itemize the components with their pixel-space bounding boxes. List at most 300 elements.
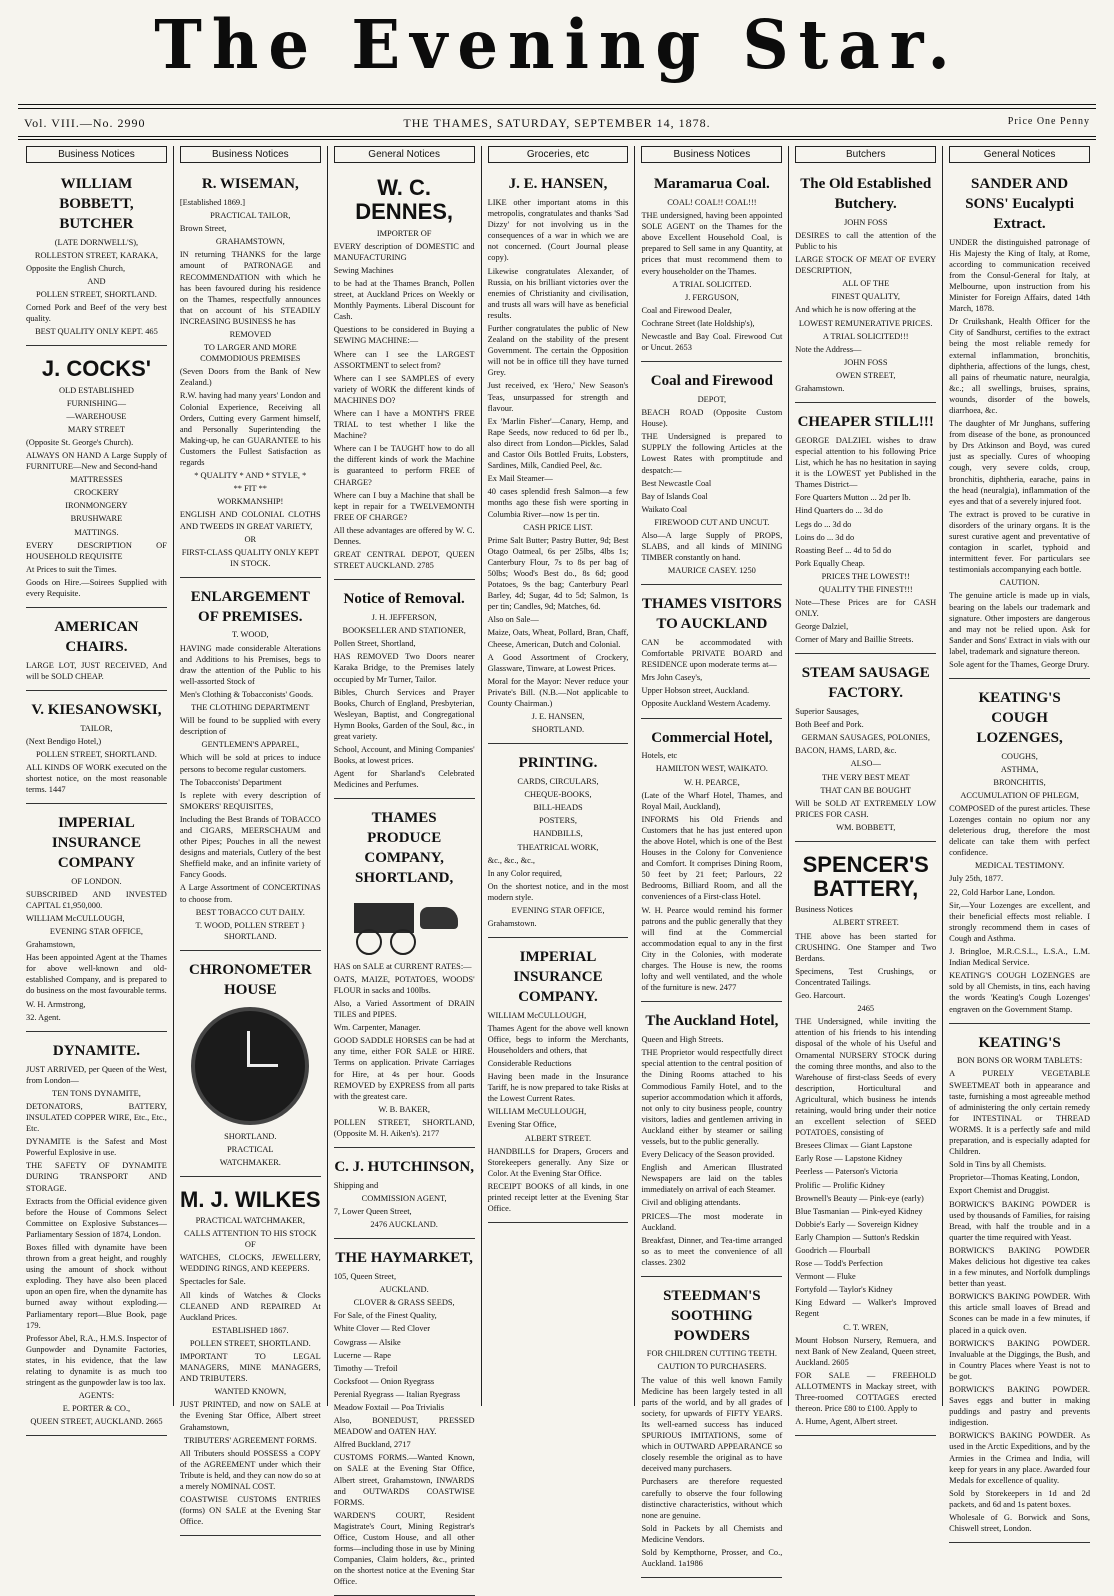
advertisement <box>180 1181 321 1537</box>
advertisement-line: On the shortest notice, and in the most modern style. <box>487 881 629 902</box>
advertisement-line: FIRST-CLASS QUALITY ONLY KEPT IN STOCK. <box>181 547 319 568</box>
advertisement-line: REMOVED <box>229 330 271 340</box>
advertisement-line: Brown Street, <box>179 224 227 234</box>
advertisement-line: Boxes filled with dynamite have been thrown from a great height, and roughly using the amount of shock without exploding. They have also been placed upon an open fire, when the dynamite has burned away without exploding.—Parliamentary report—Blue Book, page 179. <box>26 1242 167 1330</box>
advertisement-line: GEORGE DALZIEL wishes to draw especial attention to his following Price List, which he has no hesitation in saying it is the LOWEST yet Published in the Thames District— <box>795 435 937 490</box>
advertisement-line: Timothy — Trefoil <box>333 1363 398 1373</box>
advertisement-line: CASH PRICE LIST. <box>523 522 593 532</box>
advertisement-line: EVERY DESCRIPTION OF HOUSEHOLD REQUISITE <box>26 540 167 561</box>
advertisement-line: IMPORTER OF <box>376 228 432 238</box>
advertisement-line: COASTWISE CUSTOMS ENTRIES (forms) ON SALE at the Evening Star Office. <box>179 1495 321 1527</box>
advertisement-line: Ex 'Marlin Fisher'—Canary, Hemp, and Rape Seeds, now reduced to 6d per lb., also direct from London—Pickles, Salad and Castor Oils Bottled Fruits, Lobsters, Sardines, Milk, Candied Peel, &c. <box>487 416 629 471</box>
advertisement-line: Men's Clothing & Tobacconists' Goods. <box>179 689 314 699</box>
advertisement-line: UNDER the distinguished patronage of His Majesty the King of Italy, at Rome, according to communication received from the Consul-General for Italy, at Melbourne, upon instruction from his Minister for Foreign Affairs, dated 14th March, 1878. <box>949 237 1091 314</box>
advertisement-line: A Large Assortment of CONCERTINAS to choose from. <box>179 883 321 904</box>
advertisement-line: GREAT CENTRAL DEPOT, QUEEN STREET AUCKLAND. 2785 <box>333 550 475 571</box>
advertisement <box>488 169 629 744</box>
advertisement-line: Opposite the English Church, <box>26 263 126 273</box>
advertisement-line: BACON, HAMS, LARD, &c. <box>795 746 897 756</box>
advertisement-line: OATS, MAIZE, POTATOES, WOODS' FLOUR in sacks and 100lbs. <box>333 974 475 995</box>
advertisement-line: Legs do ... 3d do <box>795 519 852 529</box>
advertisement-line: The extract is proved to be curative in disorders of the urinary organs. It is the surest curative agent and preventative of contagion in scarlet, typhoid and intermittent fever. For particulars see testimonials accompanying each bottle. <box>949 509 1091 575</box>
advertisement-line: DEPOT, <box>697 395 727 404</box>
advertisement-line: Blue Tasmanian — Pink-eyed Kidney <box>795 1206 923 1216</box>
advertisement-line: CLOVER & GRASS SEEDS, <box>353 1298 455 1308</box>
advertisement-line: Cocksfoot — Onion Ryegrass <box>333 1376 435 1386</box>
advertisement-line: Considerable Reductions <box>487 1058 572 1068</box>
advertisement-line: 2465 <box>857 1004 875 1014</box>
advertisement-line: W. H. PEARCE, <box>683 777 740 787</box>
advertisement-line: CAN be accommodated with Comfortable PRIVATE BOARD and RESIDENCE upon moderate terms at— <box>641 638 783 670</box>
advertisement <box>334 169 475 580</box>
advertisement <box>180 955 321 1177</box>
advertisement-line: POLLEN STREET, SHORTLAND. <box>189 1338 311 1348</box>
advertisement-line: Will be SOLD AT EXTREMELY LOW PRICES FOR CASH. <box>795 798 937 819</box>
advertisement-line: Where can I have a MONTH'S FREE TRIAL to test whether I like the Machine? <box>333 408 475 441</box>
advertisement-line: At Prices to suit the Times. <box>26 564 117 574</box>
advertisement-line: ALL OF THE <box>842 279 890 289</box>
advertisement-line: Purchasers are therefore requested carefully to observe the four following distinctive characteristics, without which none are genuine. <box>641 1477 783 1520</box>
advertisement-line: A Good Assortment of Crockery, Glassware, Tinware, at Lowest Prices. <box>487 652 629 673</box>
advertisement-line: DETONATORS, BATTERY, INSULATED COPPER WIRE, Etc., Etc., Etc. <box>26 1101 167 1134</box>
advertisement-line: THE Undersigned is prepared to SUPPLY the following Articles at the Lowest Rates with promptitude and despatch:— <box>641 432 783 475</box>
advertisement-line: Early Rose — Lapstone Kidney <box>795 1154 903 1164</box>
advertisement-line: AGENTS: <box>78 1391 115 1401</box>
advertisement-line: THE SAFETY OF DYNAMITE DURING TRANSPORT AND STORAGE. <box>26 1161 167 1193</box>
advertisement <box>334 1243 475 1596</box>
advertisement-line: Grahamstown. <box>487 919 537 929</box>
advertisement-title: Maramarua Coal. <box>653 176 770 193</box>
advertisement-line: CAUTION TO PURCHASERS. <box>657 1362 767 1372</box>
advertisement-line: ESTABLISHED 1867. <box>212 1325 289 1335</box>
advertisement-line: LARGE STOCK OF MEAT OF EVERY DESCRIPTION, <box>795 255 937 276</box>
advertisement-line: Breakfast, Dinner, and Tea-time arranged so as to meet the convenience of all classes. 2302 <box>641 1235 783 1267</box>
advertisement <box>641 723 782 1003</box>
advertisement-line: 22, Cold Harbor Lane, London. <box>949 887 1055 897</box>
issue-info-bar <box>24 116 1090 132</box>
advertisement-line: Loins do ... 3d do <box>795 532 855 542</box>
advertisement-line: THE Undersigned, while inviting the attention of his friends to his intending disposal of the whole of his Useful and Ornamental NURSERY STOCK during the coming three months, and also to the Warehouse of first-class Seeds of every description, Horticultural and Agricultural, which business he intends retaining, would bring under their notice an excellent selection of SEED POTATOES, consisting of <box>795 1017 937 1138</box>
advertisement-line: Also on Sale— <box>487 615 539 625</box>
advertisement-line: OLD ESTABLISHED <box>58 385 134 395</box>
advertisement-title: STEEDMAN'S SOOTHING POWDERS <box>663 1288 761 1344</box>
advertisement-line: AUCKLAND. <box>379 1285 429 1295</box>
advertisement-line: BEACH ROAD (Opposite Custom House). <box>641 408 783 429</box>
column <box>327 146 481 1587</box>
advertisement <box>641 169 782 362</box>
advertisement <box>26 169 167 346</box>
advertisement-line: Note the Address— <box>795 344 862 354</box>
advertisement-line: AND <box>87 276 106 286</box>
advertisement-line: FOR CHILDREN CUTTING TEETH. <box>646 1349 777 1359</box>
advertisement-line: ROLLESTON STREET, KARAKA, <box>34 250 158 260</box>
advertisement-line: HANDBILLS, <box>533 829 583 839</box>
advertisement-line: Where can I buy a Machine that shall be kept in repair for a TWELVEMONTH FREE OF CHARGE? <box>333 490 475 522</box>
advertisement-title: SPENCER'S BATTERY, <box>802 852 929 902</box>
advertisement-line: BRUSHWARE <box>70 514 123 524</box>
advertisement-title: J. COCKS' <box>41 356 151 382</box>
advertisement-line: J. H. JEFFERSON, <box>371 613 437 623</box>
advertisement-line: BORWICK'S BAKING POWDER. As used in the Arctic Expeditions, and by the Armies in the Crimea and India, will keep for years in any place. Awarded four Medals for excellence of quality. <box>949 1431 1091 1485</box>
advertisement-line: LOWEST REMUNERATIVE PRICES. <box>798 318 933 328</box>
advertisement-line: WATCHES, CLOCKS, JEWELLERY, WEDDING RINGS, AND KEEPERS. <box>179 1253 321 1274</box>
advertisement-line: Civil and obliging attendants. <box>641 1198 741 1208</box>
advertisement-line: Wholesale of G. Borwick and Sons, Chiswell street, London. <box>949 1513 1091 1534</box>
advertisement-line: W. B. BAKER, <box>378 1104 430 1114</box>
advertisement-line: WORKMANSHIP! <box>217 497 284 507</box>
advertisement-line: EVERY description of DOMESTIC and MANUFACTURING <box>333 241 475 262</box>
advertisement-line: Pollen Street, Shortland, <box>333 639 416 649</box>
advertisement-line: WILLIAM McCULLOUGH, <box>26 913 125 923</box>
advertisement-line: OF LONDON. <box>71 876 122 886</box>
advertisement-line: T. WOOD, POLLEN STREET } SHORTLAND. <box>195 920 306 941</box>
advertisement-line: 105, Queen Street, <box>333 1272 397 1282</box>
advertisement-line: ENGLISH AND COLONIAL CLOTHS AND TWEEDS IN GREAT VARIETY, <box>179 510 321 531</box>
info-bottom-rule-thin <box>18 139 1096 140</box>
advertisement-line: English and American Illustrated Newspapers are laid on the tables immediately on arrival of each Steamer. <box>641 1163 783 1195</box>
advertisement-line: Including the Best Brands of TOBACCO and CIGARS, MEERSCHAUM and other Pipes; Pouches in all the newest designs and materials, Cutlery of the best Sheffield make, and an infinite variety of Fancy Goods. <box>179 814 321 880</box>
clock-illustration <box>191 1007 309 1125</box>
advertisement-line: BON BONS OR WORM TABLETS: <box>957 1056 1083 1066</box>
advertisement-line: Moral for the Mayor: Never reduce your Private's Bill. (N.B.—Not applicable to County Chairman.) <box>487 676 629 709</box>
advertisement-title: AMERICAN CHAIRS. <box>54 619 139 655</box>
advertisement-line: W. H. Pearce would remind his former patrons and the public generally that they will find at the Commercial accommodation equal to any in the first City in the Colonies, with moderate charges. The House is new, the rooms lofty and well ventilated, and the whole of the furniture is new. 2477 <box>641 905 783 993</box>
advertisement-line: Mrs John Casey's, <box>641 673 703 683</box>
advertisement-line: FINEST QUALITY, <box>831 292 900 302</box>
advertisement-line: * QUALITY * AND * STYLE, * <box>194 471 307 481</box>
advertisement-line: ALBERT STREET. <box>832 918 899 928</box>
advertisement-line: King Edward — Walker's Improved Regent <box>795 1298 937 1319</box>
advertisement <box>26 350 167 608</box>
advertisement-line: FIREWOOD CUT AND UNCUT. <box>654 517 770 527</box>
advertisement-line: DYNAMITE is the Safest and Most Powerful Explosive in use. <box>26 1137 167 1158</box>
advertisement-line: OWEN STREET, <box>836 370 896 380</box>
advertisement-line: POLLEN STREET, SHORTLAND. <box>36 749 157 759</box>
advertisement-title: THAMES VISITORS TO AUCKLAND <box>641 596 782 633</box>
advertisement-line: For Sale, of the Finest Quality, <box>333 1311 437 1321</box>
column <box>481 146 635 1406</box>
advertisement-line: TAILOR, <box>80 723 113 733</box>
advertisement <box>949 1028 1090 1544</box>
advertisement-line: Brownell's Beauty — Pink-eye (early) <box>795 1193 924 1203</box>
advertisement-line: THE CLOTHING DEPARTMENT <box>191 703 310 713</box>
advertisement-line: Goodrich — Flourball <box>795 1246 871 1256</box>
advertisement-line: T. WOOD, <box>231 630 269 640</box>
advertisement-line: Dr Cruikshank, Health Officer for the City of Sandhurst, certifies to the extract being the most reliable remedy for external inflammation, bronchitis, diphtheria, affections of the lungs, chest, all pains of rheumatic nature, neuralgia, &c.; all swellings, bruises, sprains, wounds, disorder of the bowels, diarrhoea, &c. <box>949 317 1091 415</box>
advertisement-title: THE HAYMARKET, <box>335 1250 473 1267</box>
advertisement-line: PRICES THE LOWEST!! <box>821 571 910 581</box>
advertisement-line: Perenial Ryegrass — Italian Ryegrass <box>333 1389 461 1399</box>
column <box>788 146 942 1427</box>
advertisement <box>26 612 167 691</box>
advertisement-line: POSTERS, <box>539 816 577 826</box>
advertisement-line: HAS REMOVED Two Doors nearer Karaka Bridge, to the Premises lately occupied by Mr Turner, Tailor. <box>333 652 475 684</box>
advertisement-line: HANDBILLS for Drapers, Grocers and Storekeepers generally. Any Size or Color. At the Evening Star Office. <box>487 1146 629 1178</box>
advertisement-title: C. J. HUTCHINSON, <box>334 1159 474 1176</box>
advertisement-line: School, Account, and Mining Companies' Books, at lowest prices. <box>333 745 475 766</box>
advertisement-line: MATTINGS. <box>74 527 119 537</box>
advertisement-title: Commercial Hotel, <box>651 729 773 746</box>
advertisement-line: Corned Pork and Beef of the very best quality. <box>26 303 167 324</box>
advertisement-line: IRONMONGERY <box>65 501 128 511</box>
advertisement-title: KEATING'S <box>978 1034 1061 1051</box>
advertisement-line: Sold by Kempthorne, Prosser, and Co., Auckland. 1a1986 <box>641 1547 783 1569</box>
advertisement-line: CUSTOMS FORMS.—Wanted Known, on SALE at the Evening Star Office, Albert street, Grahamstown, INWARDS and OUTWARDS COASTWISE FORMS. <box>333 1453 475 1507</box>
advertisement-line: POLLEN STREET, SHORTLAND, (Opposite M. H. Aiken's). 2177 <box>333 1117 475 1138</box>
advertisement-line: THAT CAN BE BOUGHT <box>820 785 912 795</box>
advertisement-line: Questions to be considered in Buying a SEWING MACHINE:— <box>333 325 475 346</box>
advertisement-line: POLLEN STREET, SHORTLAND. <box>36 289 157 299</box>
advertisement-title: V. KIESANOWSKI, <box>31 701 162 718</box>
advertisement-line: Waikato Coal <box>641 504 688 514</box>
advertisement-title: WILLIAM BOBBETT, BUTCHER <box>59 176 134 232</box>
advertisement-line: A TRIAL SOLICITED!!! <box>822 331 909 341</box>
advertisement-line: All these advantages are offered by W. C. Dennes. <box>333 525 475 546</box>
advertisement-line: BORWICK'S BAKING POWDER is used by thousands of Families, for raising Bread, with half the trouble and in a quarter the time required with Yeast. <box>949 1199 1091 1242</box>
advertisement-line: BRONCHITIS, <box>993 777 1046 787</box>
advertisement-line: GERMAN SAUSAGES, POLONIES, <box>801 733 930 743</box>
advertisement <box>26 1036 167 1437</box>
advertisement-line: Sold in Packets by all Chemists and Medicine Vendors. <box>641 1523 783 1544</box>
advertisement <box>334 1152 475 1239</box>
advertisement-line: BOOKSELLER AND STATIONER, <box>342 626 466 636</box>
advertisement-line: PRACTICAL <box>227 1144 274 1154</box>
advertisement-line: Upper Hobson street, Auckland. <box>641 686 750 696</box>
advertisement-line: CROCKERY <box>73 488 119 498</box>
advertisement-line: 2476 AUCKLAND. <box>370 1220 438 1230</box>
advertisement-line: THE above has been started for CRUSHING. One Stamper and Two Berdans. <box>795 931 937 963</box>
column-heading: Business Notices <box>180 146 321 163</box>
advertisement-line: ** FIT ** <box>233 484 267 494</box>
advertisement-title: STEAM SAUSAGE FACTORY. <box>801 665 930 702</box>
advertisement-line: HAMILTON WEST, WAIKATO. <box>655 764 768 774</box>
advertisement-line: INFORMS his Old Friends and Customers that he has just entered upon the above Hotel, which is one of the Best Houses in the Colony for Convenience and Comfort. It comprises Dining Room, 50 feet by 21 feet; Parlours, 22 Bedrooms, Billiard Room, and all the conveniences of a First-class Hotel. <box>641 814 783 902</box>
advertisement-line: JOHN FOSS <box>843 357 888 367</box>
advertisement <box>26 695 167 804</box>
advertisement-line: Geo. Harcourt. <box>795 991 846 1001</box>
advertisement-line: Hotels, etc <box>641 751 678 761</box>
advertisement-line: Early Champion — Sutton's Redskin <box>795 1232 920 1242</box>
advertisement-line: Queen and High Streets. <box>641 1035 724 1045</box>
advertisement-line: EVENING STAR OFFICE, <box>511 906 605 916</box>
advertisement-line: Prime Salt Butter; Pastry Butter, 9d; Best Otago Oatmeal, 6s per 25lbs, 4lbs 1s; Canterbury Flour, 7s to 8s per bag of 50lbs; Wood's Best do., 8s 6d; good Potatoes, 9s the bag; Canterbury Pearl Barley, 4d; Sugar, 4d to 5d; Salmon, 1s per tin; Candles, 9d; Matches, 6d. <box>487 535 629 612</box>
advertisement-line: Both Beef and Pork. <box>795 720 864 730</box>
advertisement-line: Proprietor—Thomas Keating, London, <box>949 1173 1080 1183</box>
advertisement-line: SHORTLAND. <box>224 1131 277 1141</box>
advertisement <box>641 366 782 585</box>
advertisement <box>795 169 936 403</box>
advertisement-line: ALWAYS ON HAND A Large Supply of FURNITURE—New and Second-hand <box>26 450 167 472</box>
horse-cart-illustration <box>344 895 464 955</box>
advertisement-line: Has been appointed Agent at the Thames for above well-known and old-established Company, and is prepared to do business on the most favourable terms. <box>26 953 167 996</box>
advertisement-line: COMMISSION AGENT, <box>361 1193 447 1203</box>
advertisement-line: WATCHMAKER. <box>219 1157 281 1167</box>
advertisement <box>795 846 936 1436</box>
advertisement-title: CHRONOMETER HOUSE <box>189 961 312 998</box>
advertisement-line: ASTHMA, <box>1000 764 1039 774</box>
advertisement-line: DESIRES to call the attention of the Public to his <box>795 230 937 251</box>
advertisement-line: Fore Quarters Mutton ... 2d per lb. <box>795 493 911 503</box>
advertisement-line: CHEQUE-BOOKS, <box>524 790 592 800</box>
advertisement-line: Just received, ex 'Hero,' New Season's Teas, unsurpassed for strength and flavour. <box>487 381 629 413</box>
advertisement-line: ALL KINDS OF WORK executed on the shortest notice, on the most reasonable terms. 1447 <box>26 762 167 795</box>
advertisement-line: George Dalziel, <box>795 622 849 632</box>
advertisement <box>641 1281 782 1578</box>
advertisement-line: Newcastle and Bay Coal. Firewood Cut or Uncut. 2653 <box>641 332 783 353</box>
column <box>20 146 173 1427</box>
advertisement-line: The genuine article is made up in vials, bearing on the labels our trademark and signature. Other imposters are dangerous and may not be relied upon. Ask for Sander and Sons' Extract in vials with our label, trademark and signature thereon. <box>949 591 1091 656</box>
advertisement <box>795 658 936 842</box>
advertisement-line: Sir,—Your Lozenges are excellent, and their beneficial effects most reliable. I strongly recommend them in cases of Cough and Asthma. <box>949 900 1091 943</box>
advertisement-line: THE VERY BEST MEAT <box>821 772 910 782</box>
advertisement-line: GENTLEMEN'S APPAREL, <box>201 740 300 750</box>
advertisement-line: BILL-HEADS <box>533 803 583 813</box>
advertisement-line: &c., &c., &c., <box>487 855 536 865</box>
advertisement <box>488 942 629 1223</box>
advertisement-line: All Tributers should POSSESS a COPY of the AGREEMENT under which their Tribute is held, and they can now do so at a merely NOMINAL COST. <box>179 1448 321 1492</box>
advertisement-title: The Auckland Hotel, <box>645 1013 779 1030</box>
advertisement-title: KEATING'S COUGH LOZENGES, <box>976 690 1063 746</box>
advertisement-line: Maize, Oats, Wheat, Pollard, Bran, Chaff, Cheese, American, Dutch and Colonial. <box>487 628 629 649</box>
advertisement-line: BORWICK'S BAKING POWDER. Saves eggs and butter in making puddings and pastry and prevents indigestion. <box>949 1385 1091 1428</box>
advertisement <box>180 582 321 951</box>
advertisement-line: Is replete with every description of SMOKERS' REQUISITES, <box>179 790 321 811</box>
advertisement-title: SANDER AND SONS' Eucalypti Extract. <box>965 176 1074 232</box>
advertisement-line: Wm. Carpenter, Manager. <box>333 1023 421 1033</box>
advertisement-title: R. WISEMAN, <box>201 176 299 193</box>
advertisement-line: MATTRESSES <box>70 475 123 485</box>
advertisement-line: J. E. HANSEN, <box>531 712 585 722</box>
advertisement-line: The Tobacconists' Department <box>179 777 282 787</box>
advertisement-line: Specimens, Test Crushings, or Concentrated Tailings. <box>795 966 937 987</box>
advertisement-line: W. H. Armstrong, <box>26 999 86 1009</box>
advertisement-line: BEST TOBACCO CUT DAILY. <box>195 907 305 917</box>
advertisement-line: ALBERT STREET. <box>524 1133 592 1143</box>
advertisement-line: (Seven Doors from the Bank of New Zealand.) <box>179 367 321 388</box>
advertisement-line: BEST QUALITY ONLY KEPT. 465 <box>35 327 158 337</box>
advertisement-line: CARDS, CIRCULARS, <box>517 777 599 787</box>
advertisement <box>949 683 1090 1023</box>
advertisement-line: Superior Sausages, <box>795 707 860 717</box>
advertisement-title: CHEAPER STILL!!! <box>797 414 934 431</box>
advertisement-title: Coal and Firewood <box>650 373 773 390</box>
advertisement-line: A TRIAL SOLICITED. <box>672 279 752 289</box>
newspaper-columns <box>20 146 1096 1587</box>
advertisement-line: Thames Agent for the above well known Office, begs to inform the Merchants, Householders and others, that <box>487 1023 629 1055</box>
advertisement-title: J. E. HANSEN, <box>508 176 608 193</box>
advertisement-line: Cochrane Street (late Holdship's), <box>641 318 755 328</box>
advertisement-line: Opposite Auckland Western Academy. <box>641 699 771 709</box>
advertisement-line: Agent for Sharland's Celebrated Medicines and Perfumes. <box>333 769 475 790</box>
advertisement-line: (Late of the Wharf Hotel, Thames, and Royal Mail, Auckland), <box>641 790 783 811</box>
advertisement-line: Ex Mail Steamer— <box>487 474 553 484</box>
advertisement-line: Where can I see the LARGEST ASSORTMENT to select from? <box>333 349 475 370</box>
advertisement-line: KEATING'S COUGH LOZENGES are sold by all Chemists, in tins, each having the words 'Keating's Cough Lozenges' engraven on the Government Stamp. <box>949 971 1091 1014</box>
advertisement-line: Alfred Buckland, 2717 <box>333 1440 411 1450</box>
advertisement-line: The daughter of Mr Junghans, suffering from disease of the bone, as pronounced by Drs Atkinson and Boyd, was cured just as specially. Cures of whooping cough, very severe colds, croup, bronchitis, diphtheria, earache, pains in the head (neuralgia), inflammation of the eyes and that of a severely injured foot. <box>949 419 1091 506</box>
advertisement-line: MAURICE CASEY. 1250 <box>667 566 756 576</box>
advertisement-line: ACCUMULATION OF PHLEGM, <box>960 790 1079 800</box>
advertisement-title: M. J. WILKES <box>180 1186 321 1212</box>
column-heading: Business Notices <box>26 146 167 163</box>
place-date: THE THAMES, SATURDAY, SEPTEMBER 14, 1878. <box>403 116 711 130</box>
column <box>942 146 1096 1534</box>
advertisement-line: WILLIAM McCULLOUGH, <box>487 1010 587 1020</box>
advertisement-line: Bresees Climax — Giant Lapstone <box>795 1141 913 1151</box>
advertisement-line: THE undersigned, having been appointed SOLE AGENT on the Thames for the above Excellent Household Coal, is prepared to Sell same in any Quantity, at prices that must recommend them to every householder on the Thames. <box>641 211 783 276</box>
newspaper-title: The Evening Star. <box>154 6 960 85</box>
advertisement-line: WILLIAM McCULLOUGH, <box>487 1107 587 1117</box>
column-heading: General Notices <box>334 146 475 163</box>
advertisement-title: PRINTING. <box>518 755 598 772</box>
advertisement-line: Every Delicacy of the Season provided. <box>641 1150 775 1160</box>
advertisement-line: WM. BOBBETT, <box>836 822 896 832</box>
volume-number: Vol. VIII.—No. 2990 <box>24 116 146 130</box>
advertisement-line: Rose — Todd's Perfection <box>795 1259 883 1269</box>
advertisement <box>334 584 475 799</box>
top-rule <box>18 104 1096 105</box>
advertisement-line: 7, Lower Queen Street, <box>333 1207 412 1217</box>
advertisement-line: Grahamstown, <box>26 940 76 950</box>
advertisement-line: Vermont — Fluke <box>795 1272 856 1282</box>
advertisement-line: PRICES—The most moderate in Auckland. <box>641 1211 783 1232</box>
advertisement <box>26 808 167 1032</box>
advertisement <box>488 748 629 938</box>
advertisement-line: —WAREHOUSE <box>66 411 127 421</box>
column-heading: General Notices <box>949 146 1090 163</box>
advertisement-line: EVENING STAR OFFICE, <box>49 927 143 937</box>
advertisement-line: Corner of Mary and Baillie Streets. <box>795 635 914 645</box>
column-heading: Business Notices <box>641 146 782 163</box>
advertisement-line: (Opposite St. George's Church). <box>26 437 134 447</box>
advertisement-line: Hind Quarters do ... 3d do <box>795 506 883 516</box>
advertisement-line: C. T. WREN, <box>843 1322 889 1332</box>
advertisement-line: IMPORTANT TO LEGAL MANAGERS, MINE MANAGERS, AND TRIBUTERS. <box>179 1352 321 1384</box>
advertisement-line: BORWICK'S BAKING POWDER Makes delicious hot digestive tea cakes in a few minutes, and Norfolk dumplings better than yeast. <box>949 1245 1091 1289</box>
column-heading: Butchers <box>795 146 936 163</box>
advertisement-line: Evening Star Office, <box>487 1120 557 1130</box>
advertisement-line: A. Hume, Agent, Albert street. <box>795 1417 898 1427</box>
advertisement-line: FOR SALE — FREEHOLD ALLOTMENTS in Mackay street, with Three-roomed COTTAGES erected thereon. Price £80 to £100. Apply to <box>795 1370 937 1414</box>
advertisement-line: Which will be sold at prices to induce persons to become regular customers. <box>179 753 321 774</box>
top-rule-thin <box>18 108 1096 109</box>
advertisement-line: COAL! COAL!! COAL!!! <box>667 197 757 207</box>
advertisement-line: QUALITY THE FINEST!!! <box>818 585 913 595</box>
advertisement-line: 40 cases splendid fresh Salmon—a few months ago these fish were sporting in Columbia River—now 1s per tin. <box>487 487 629 519</box>
advertisement <box>641 1006 782 1277</box>
advertisement-line: R.W. having had many years' London and Colonial Experience, Receiving all Orders, Cutting every Garment himself, and Personally Superintending the Making-up, he can GUARANTEE to his Customers the Fullest Satisfaction as regards <box>179 391 321 468</box>
advertisement-line: Fortyfold — Taylor's Kidney <box>795 1285 893 1295</box>
advertisement-line: Pork Equally Cheap. <box>795 558 865 568</box>
advertisement-line: JUST PRINTED, and now on SALE at the Evening Star Office, Albert street Grahamstown, <box>179 1400 321 1432</box>
advertisement-title: THAMES PRODUCE COMPANY, SHORTLAND, <box>355 810 454 886</box>
advertisement-title: IMPERIAL INSURANCE COMPANY. <box>513 949 603 1005</box>
advertisement <box>949 169 1090 679</box>
advertisement-line: ALSO— <box>850 759 881 769</box>
advertisement <box>795 407 936 654</box>
advertisement-line: MARY STREET <box>67 424 125 434</box>
advertisement-line: Lucerne — Rape <box>333 1350 391 1360</box>
advertisement-line: TO LARGER AND MORE COMMODIOUS PREMISES <box>200 343 301 364</box>
advertisement <box>180 169 321 578</box>
advertisement-line: GRAHAMSTOWN, <box>215 237 285 247</box>
advertisement-line: Goods on Hire.—Soirees Supplied with every Requisite. <box>26 577 167 599</box>
advertisement-title: IMPERIAL INSURANCE COMPANY <box>51 815 142 871</box>
advertisement-line: SUBSCRIBED AND INVESTED CAPITAL £1,950,000. <box>26 889 167 910</box>
advertisement-line: Bay of Islands Coal <box>641 491 708 501</box>
advertisement-line: Professor Abel, R.A., H.M.S. Inspector of Gunpowder and Dynamite Factories, states, in his evidence, that the law relating to dynamite is as much too stringent as the gunpowder law is too lax. <box>26 1333 167 1388</box>
column <box>173 146 327 1527</box>
